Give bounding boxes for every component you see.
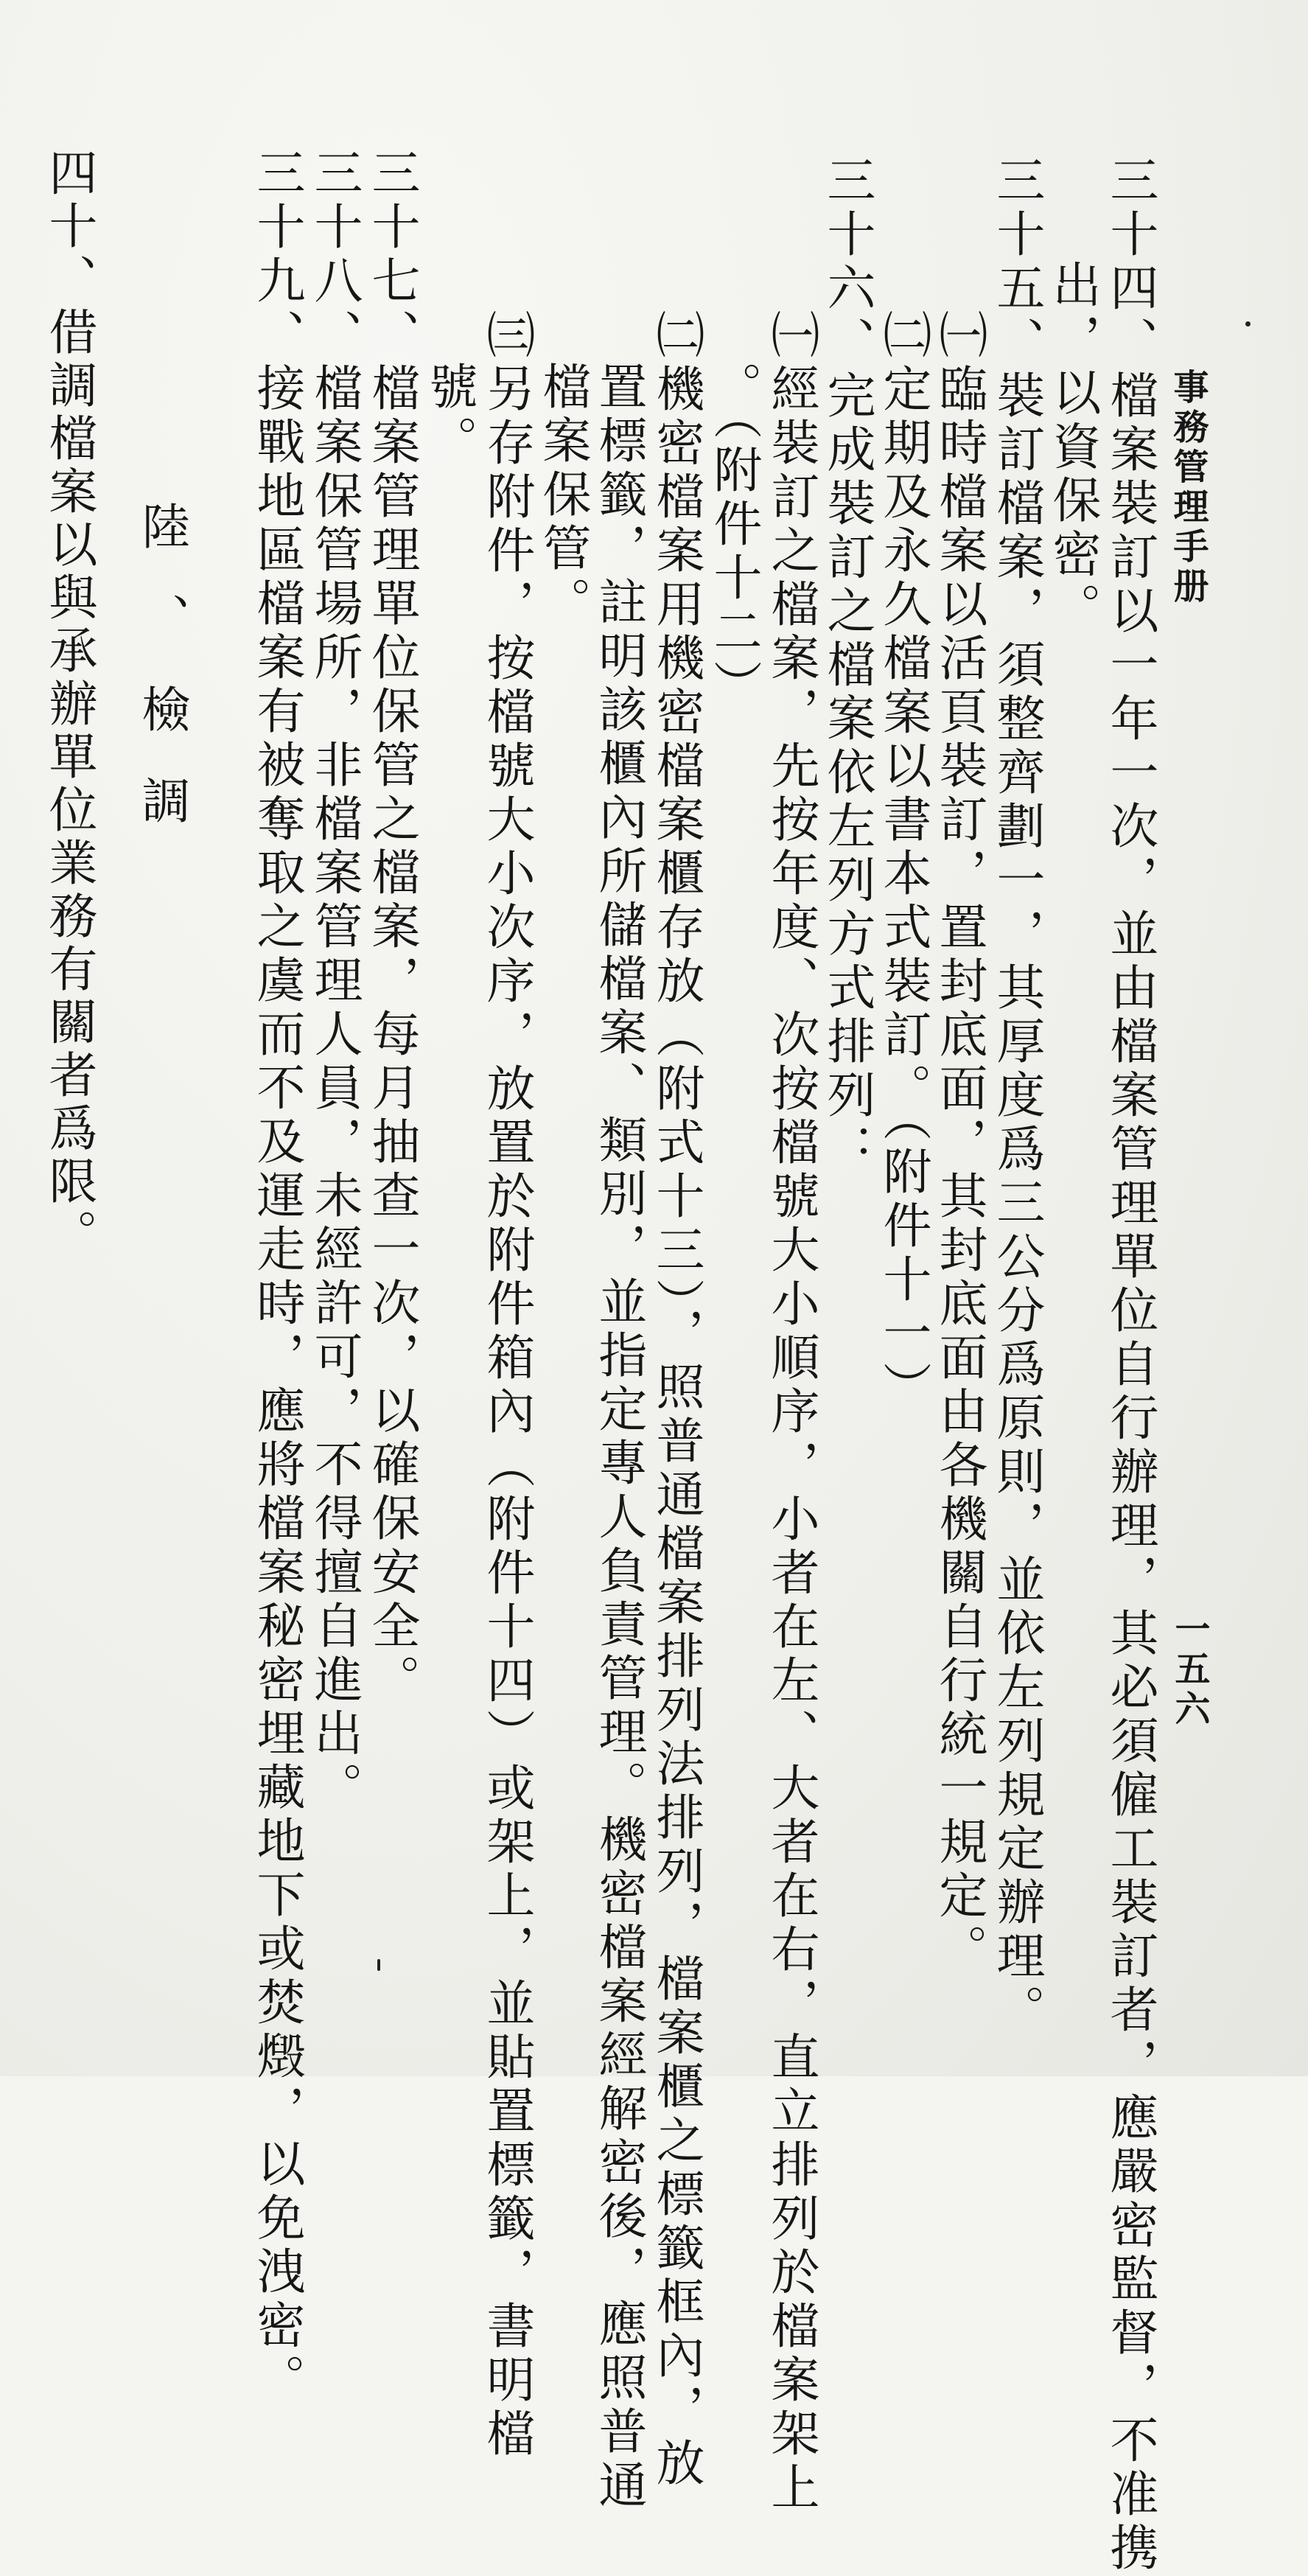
page-number: 一五六 xyxy=(1169,1610,1210,1730)
article-36-item-1-line-1: ㈠經裝訂之檔案，先按年度、次按檔號大小順序，小者在左、大者在右，直立排列於檔案架上 xyxy=(763,310,819,2516)
article-36-item-3-line-2: 號。 xyxy=(421,361,478,469)
speck xyxy=(377,1959,380,1971)
article-36-item-1-line-2: 。（附件十二） xyxy=(705,361,762,713)
article-39: 三十九、接戰地區檔案有被奪取之虞而不及運走時，應將檔案秘密埋藏地下或焚燬，以免洩密。 xyxy=(248,147,305,2407)
article-35-item-2: ㈡定期及永久檔案以書本式裝訂。（附件十一） xyxy=(875,310,931,1415)
running-title: 事務管理手册 xyxy=(1167,369,1209,607)
article-37: 三十七、檔案管理單位保管之檔案，每月抽查一次，以確保安全。 xyxy=(363,147,420,1708)
article-38: 三十八、檔案保管場所，非檔案管理人員，未經許可，不得擅自進出。 xyxy=(306,147,363,1815)
article-35-item-1: ㈠臨時檔案以活頁裝訂，置封底面，其封底面由各機關自行統一規定。 xyxy=(931,310,987,1978)
article-34-line-2: 出，以資保密。 xyxy=(1044,259,1101,636)
article-36-item-3-line-1: ㈢另存附件，按檔號大小次序，放置於附件箱內（附件十四）或架上，並貼置標籤，書明檔 xyxy=(478,310,535,2462)
article-35-line-1: 三十五、裝訂檔案，須整齊劃一，其厚度爲三公分爲原則，並依左列規定辦理。 xyxy=(988,155,1045,2038)
article-36-item-2-line-2: 置標籤，註明該櫃內所儲檔案、類別，並指定專人負責管理。機密檔案經解密後，應照普通 xyxy=(590,361,647,2513)
article-40: 四十、借調檔案以與承辦單位業務有關者爲限。 xyxy=(41,147,97,1262)
article-36-line-1: 三十六、完成裝訂之檔案依左列方式排列： xyxy=(819,155,875,1177)
section-heading: 陸、檢調 xyxy=(133,501,190,867)
article-36-item-2-line-3: 檔案保管。 xyxy=(534,361,591,630)
speck xyxy=(1245,321,1251,327)
article-36-item-2-line-1: ㈡機密檔案用機密檔案櫃存放（附式十三），照普通檔案排列法排列，檔案櫃之標籤框內，放 xyxy=(648,310,704,2491)
article-34-line-1: 三十四、檔案裝訂以一年一次，並由檔案管理單位自行辦理，其必須僱工裝訂者，應嚴密監督，不准携 xyxy=(1102,155,1158,2576)
